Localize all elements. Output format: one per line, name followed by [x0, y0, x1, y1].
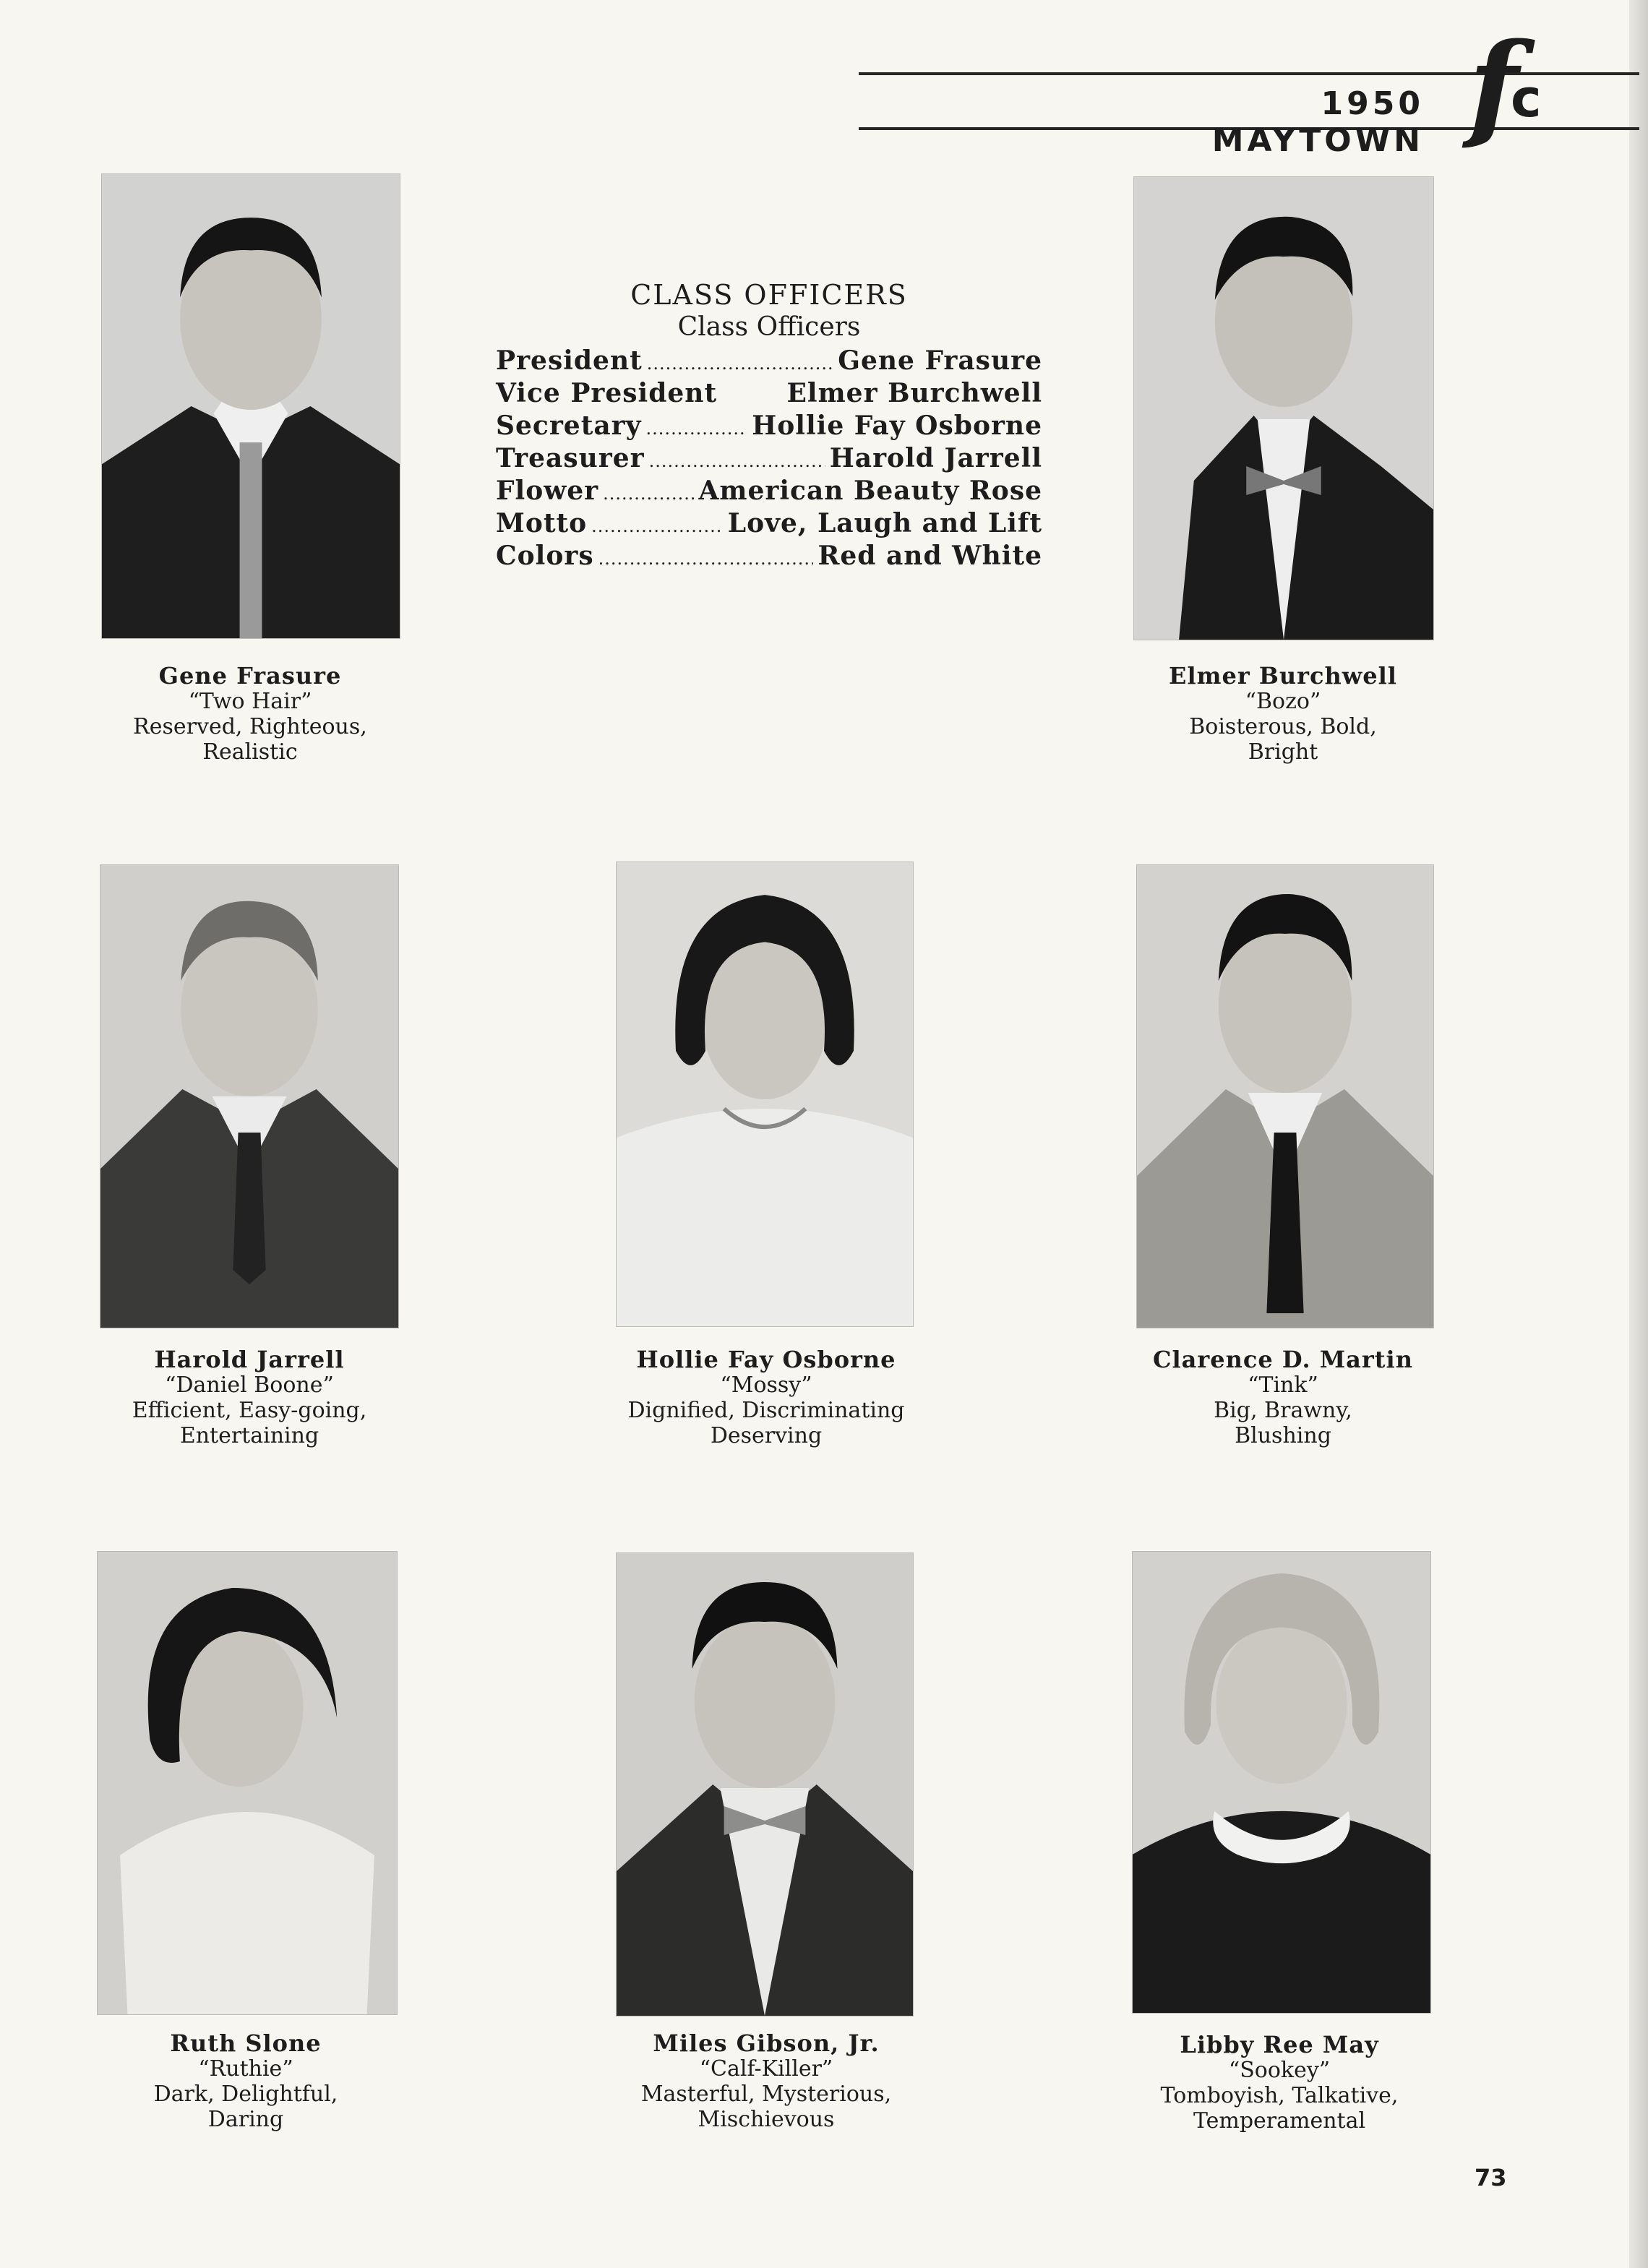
- fc-logo: [1469, 17, 1563, 153]
- student-caption: [1128, 663, 1438, 765]
- student-name: Gene Frasure: [158, 662, 342, 690]
- student-nickname: “Two Hair”: [188, 689, 312, 714]
- leader-dots: [647, 353, 833, 374]
- officer-row: [496, 411, 1042, 443]
- student-traits: Dignified, Discriminating: [627, 1398, 905, 1423]
- officer-row: [496, 443, 1042, 476]
- officers-heading: CLASS OFFICERS: [630, 279, 908, 311]
- leader-dots: [646, 418, 748, 439]
- student-caption: [1128, 1347, 1438, 1448]
- officer-value: Elmer Burchwell: [786, 378, 1042, 408]
- student-traits: Deserving: [710, 1423, 823, 1448]
- student-traits: Dark, Delightful,: [153, 2082, 338, 2107]
- officer-row: [496, 378, 1042, 411]
- student-traits: Mischievous: [698, 2107, 835, 2132]
- officer-value: American Beauty Rose: [698, 476, 1042, 506]
- officer-label: President: [496, 345, 643, 376]
- officer-value: Harold Jarrell: [829, 443, 1042, 473]
- officer-label: Motto: [496, 508, 588, 538]
- student-name: Libby Ree May: [1180, 2031, 1379, 2058]
- officer-label: Colors: [496, 541, 594, 571]
- student-traits: Big, Brawny,: [1214, 1398, 1352, 1423]
- student-traits: Temperamental: [1193, 2108, 1366, 2134]
- student-traits: Daring: [207, 2107, 284, 2132]
- officers-subheading: Class Officers: [677, 312, 861, 342]
- student-caption: [94, 1347, 405, 1448]
- student-traits: Realistic: [202, 739, 298, 765]
- student-name: Miles Gibson, Jr.: [653, 2029, 880, 2057]
- student-nickname: “Calf-Killer”: [699, 2056, 833, 2082]
- student-caption: [1120, 2032, 1438, 2134]
- officer-row: [496, 508, 1042, 541]
- portrait-photo: [616, 862, 914, 1327]
- student-traits: Efficient, Easy-going,: [132, 1398, 367, 1423]
- student-traits: Reserved, Righteous,: [133, 714, 367, 739]
- student-nickname: “Mossy”: [720, 1373, 812, 1398]
- class-officers: [496, 279, 1042, 573]
- officer-value: Hollie Fay Osborne: [752, 411, 1042, 441]
- portrait-photo: [100, 864, 399, 1328]
- student-name: Hollie Fay Osborne: [636, 1346, 896, 1373]
- portrait-photo: [1136, 864, 1434, 1328]
- officer-row: [496, 476, 1042, 508]
- officer-row: [496, 345, 1042, 378]
- leader-dots: [649, 451, 825, 471]
- officer-row: [496, 541, 1042, 573]
- header-title: 1950 MAYTOWN: [1211, 85, 1424, 159]
- leader-dots: [598, 549, 814, 569]
- student-nickname: “Ruthie”: [198, 2056, 293, 2082]
- student-name: Harold Jarrell: [154, 1346, 345, 1373]
- student-nickname: “Daniel Boone”: [165, 1373, 334, 1398]
- page-number: 73: [1475, 2164, 1507, 2191]
- logo-letter-f: f: [1469, 17, 1519, 153]
- student-name: Elmer Burchwell: [1169, 662, 1397, 690]
- leader-dots: [591, 516, 724, 536]
- student-traits: Tomboyish, Talkative,: [1160, 2083, 1399, 2108]
- portrait-photo: [101, 173, 400, 639]
- officer-label: Treasurer: [496, 443, 645, 473]
- student-caption: [607, 1347, 925, 1448]
- student-traits: Bright: [1248, 739, 1318, 765]
- student-traits: Blushing: [1235, 1423, 1331, 1448]
- officer-value: Gene Frasure: [838, 345, 1042, 376]
- student-nickname: “Sookey”: [1228, 2058, 1331, 2083]
- student-name: Clarence D. Martin: [1153, 1346, 1413, 1373]
- portrait-photo: [97, 1551, 398, 2015]
- student-nickname: “Bozo”: [1245, 689, 1321, 714]
- portrait-photo: [1133, 176, 1434, 640]
- student-nickname: “Tink”: [1248, 1373, 1318, 1398]
- portrait-photo: [616, 1552, 914, 2016]
- officer-label: Vice President: [496, 378, 718, 408]
- officer-value: Red and White: [817, 541, 1042, 571]
- officer-label: Flower: [496, 476, 599, 506]
- portrait-photo: [1132, 1551, 1431, 2014]
- student-name: Ruth Slone: [170, 2029, 322, 2057]
- student-traits: Entertaining: [179, 1423, 319, 1448]
- student-traits: Boisterous, Bold,: [1189, 714, 1377, 739]
- page-edge: [1629, 0, 1648, 2268]
- student-caption: [94, 663, 406, 765]
- student-traits: Masterful, Mysterious,: [640, 2082, 892, 2107]
- student-caption: [607, 2031, 925, 2132]
- leader-dots: [603, 484, 694, 504]
- student-caption: [94, 2031, 398, 2132]
- logo-letter-c: c: [1511, 68, 1542, 129]
- officer-label: Secretary: [496, 411, 642, 441]
- officer-value: Love, Laugh and Lift: [727, 508, 1042, 538]
